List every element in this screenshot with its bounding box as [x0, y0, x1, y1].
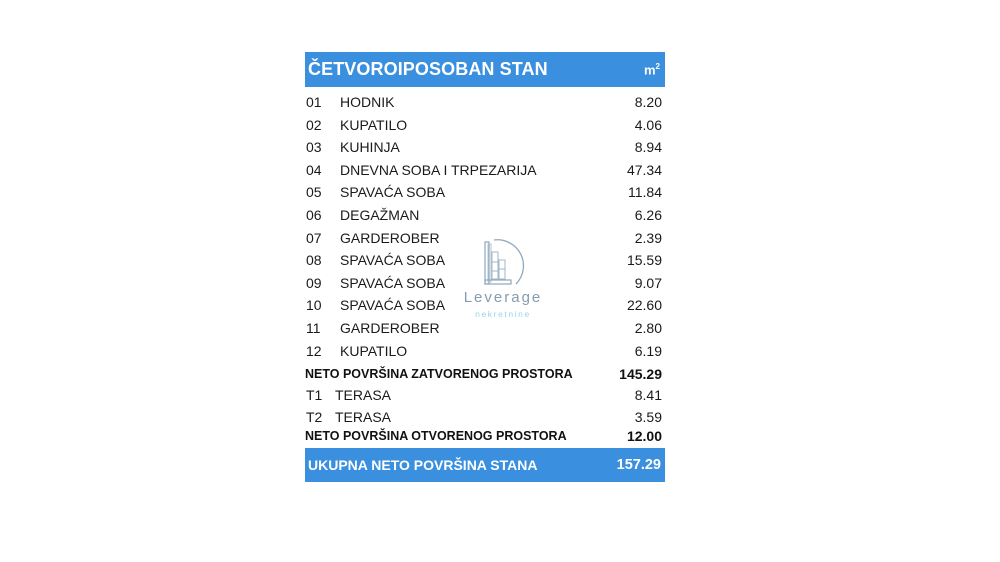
room-area: 6.19 [634, 342, 662, 359]
room-area: 11.84 [628, 184, 662, 201]
terrace-name: TERASA [335, 387, 392, 403]
room-area: 2.80 [634, 320, 662, 336]
room-area: 6.26 [634, 207, 662, 223]
room-row [305, 340, 665, 362]
subtotal-label: NETO POVRŠINA ZATVORENOG PROSTORA [305, 366, 573, 381]
building-logo-icon [472, 238, 534, 288]
terrace-area: 3.59 [634, 409, 662, 425]
room-row [305, 114, 665, 136]
room-number: 03 [306, 139, 322, 156]
table-header [305, 52, 665, 87]
leverage-watermark-logo [458, 238, 548, 323]
room-row [305, 136, 665, 158]
terrace-name: TERASA [335, 409, 392, 425]
room-name: KUPATILO [340, 342, 408, 359]
terrace-row [305, 384, 665, 406]
room-area: 4.06 [634, 116, 662, 133]
room-area: 8.94 [634, 139, 662, 156]
room-number: 05 [306, 184, 322, 201]
room-number: 08 [306, 252, 322, 269]
room-area: 8.20 [634, 94, 662, 110]
closed-space-subtotal-row [305, 363, 665, 385]
terrace-number: T1 [306, 387, 323, 403]
subtotal-area: 12.00 [626, 428, 662, 444]
subtotal-area: 145.29 [619, 365, 662, 382]
unit-exponent: 2 [655, 61, 660, 71]
room-name: GARDEROBER [340, 229, 440, 246]
open-space-subtotal-row [305, 425, 665, 447]
subtotal-label: NETO POVRŠINA OTVORENOG PROSTORA [305, 429, 567, 443]
terrace-number: T2 [306, 409, 323, 425]
room-name: SPAVAĆA SOBA [340, 274, 446, 291]
room-name: SPAVAĆA SOBA [340, 297, 446, 314]
room-row [305, 91, 665, 113]
logo-brand-name: Leverage [463, 289, 543, 306]
room-row [305, 159, 665, 181]
room-name: DNEVNA SOBA I TRPEZARIJA [340, 161, 537, 178]
room-number: 07 [306, 229, 322, 246]
room-row [305, 204, 665, 226]
grand-total-bar [305, 448, 665, 482]
grand-total-label: UKUPNA NETO POVRŠINA STANA [308, 457, 538, 473]
room-name: GARDEROBER [340, 320, 440, 336]
terrace-area: 8.41 [634, 387, 662, 403]
room-name: SPAVAĆA SOBA [340, 252, 446, 269]
grand-total-area: 157.29 [616, 457, 661, 473]
room-row [305, 181, 665, 203]
room-number: 10 [306, 297, 322, 314]
room-number: 02 [306, 116, 322, 133]
unit-label [644, 62, 660, 77]
room-area: 2.39 [634, 229, 662, 246]
room-name: KUPATILO [340, 116, 408, 133]
room-area: 47.34 [626, 161, 662, 178]
apartment-type-title: ČETVOROIPOSOBAN STAN [308, 59, 548, 79]
logo-subtitle: nekretnine [475, 309, 531, 319]
room-number: 12 [306, 342, 322, 359]
room-number: 11 [306, 320, 321, 336]
room-name: HODNIK [340, 94, 395, 110]
room-number: 06 [306, 207, 322, 223]
room-area: 9.07 [634, 274, 662, 291]
room-name: KUHINJA [340, 139, 400, 156]
room-area: 15.59 [626, 252, 662, 269]
unit-base: m [643, 62, 656, 78]
room-number: 01 [306, 94, 322, 110]
room-name: SPAVAĆA SOBA [340, 184, 446, 201]
room-number: 09 [306, 274, 322, 291]
room-area: 22.60 [626, 297, 662, 314]
room-name: DEGAŽMAN [340, 207, 420, 223]
room-number: 04 [306, 161, 322, 178]
